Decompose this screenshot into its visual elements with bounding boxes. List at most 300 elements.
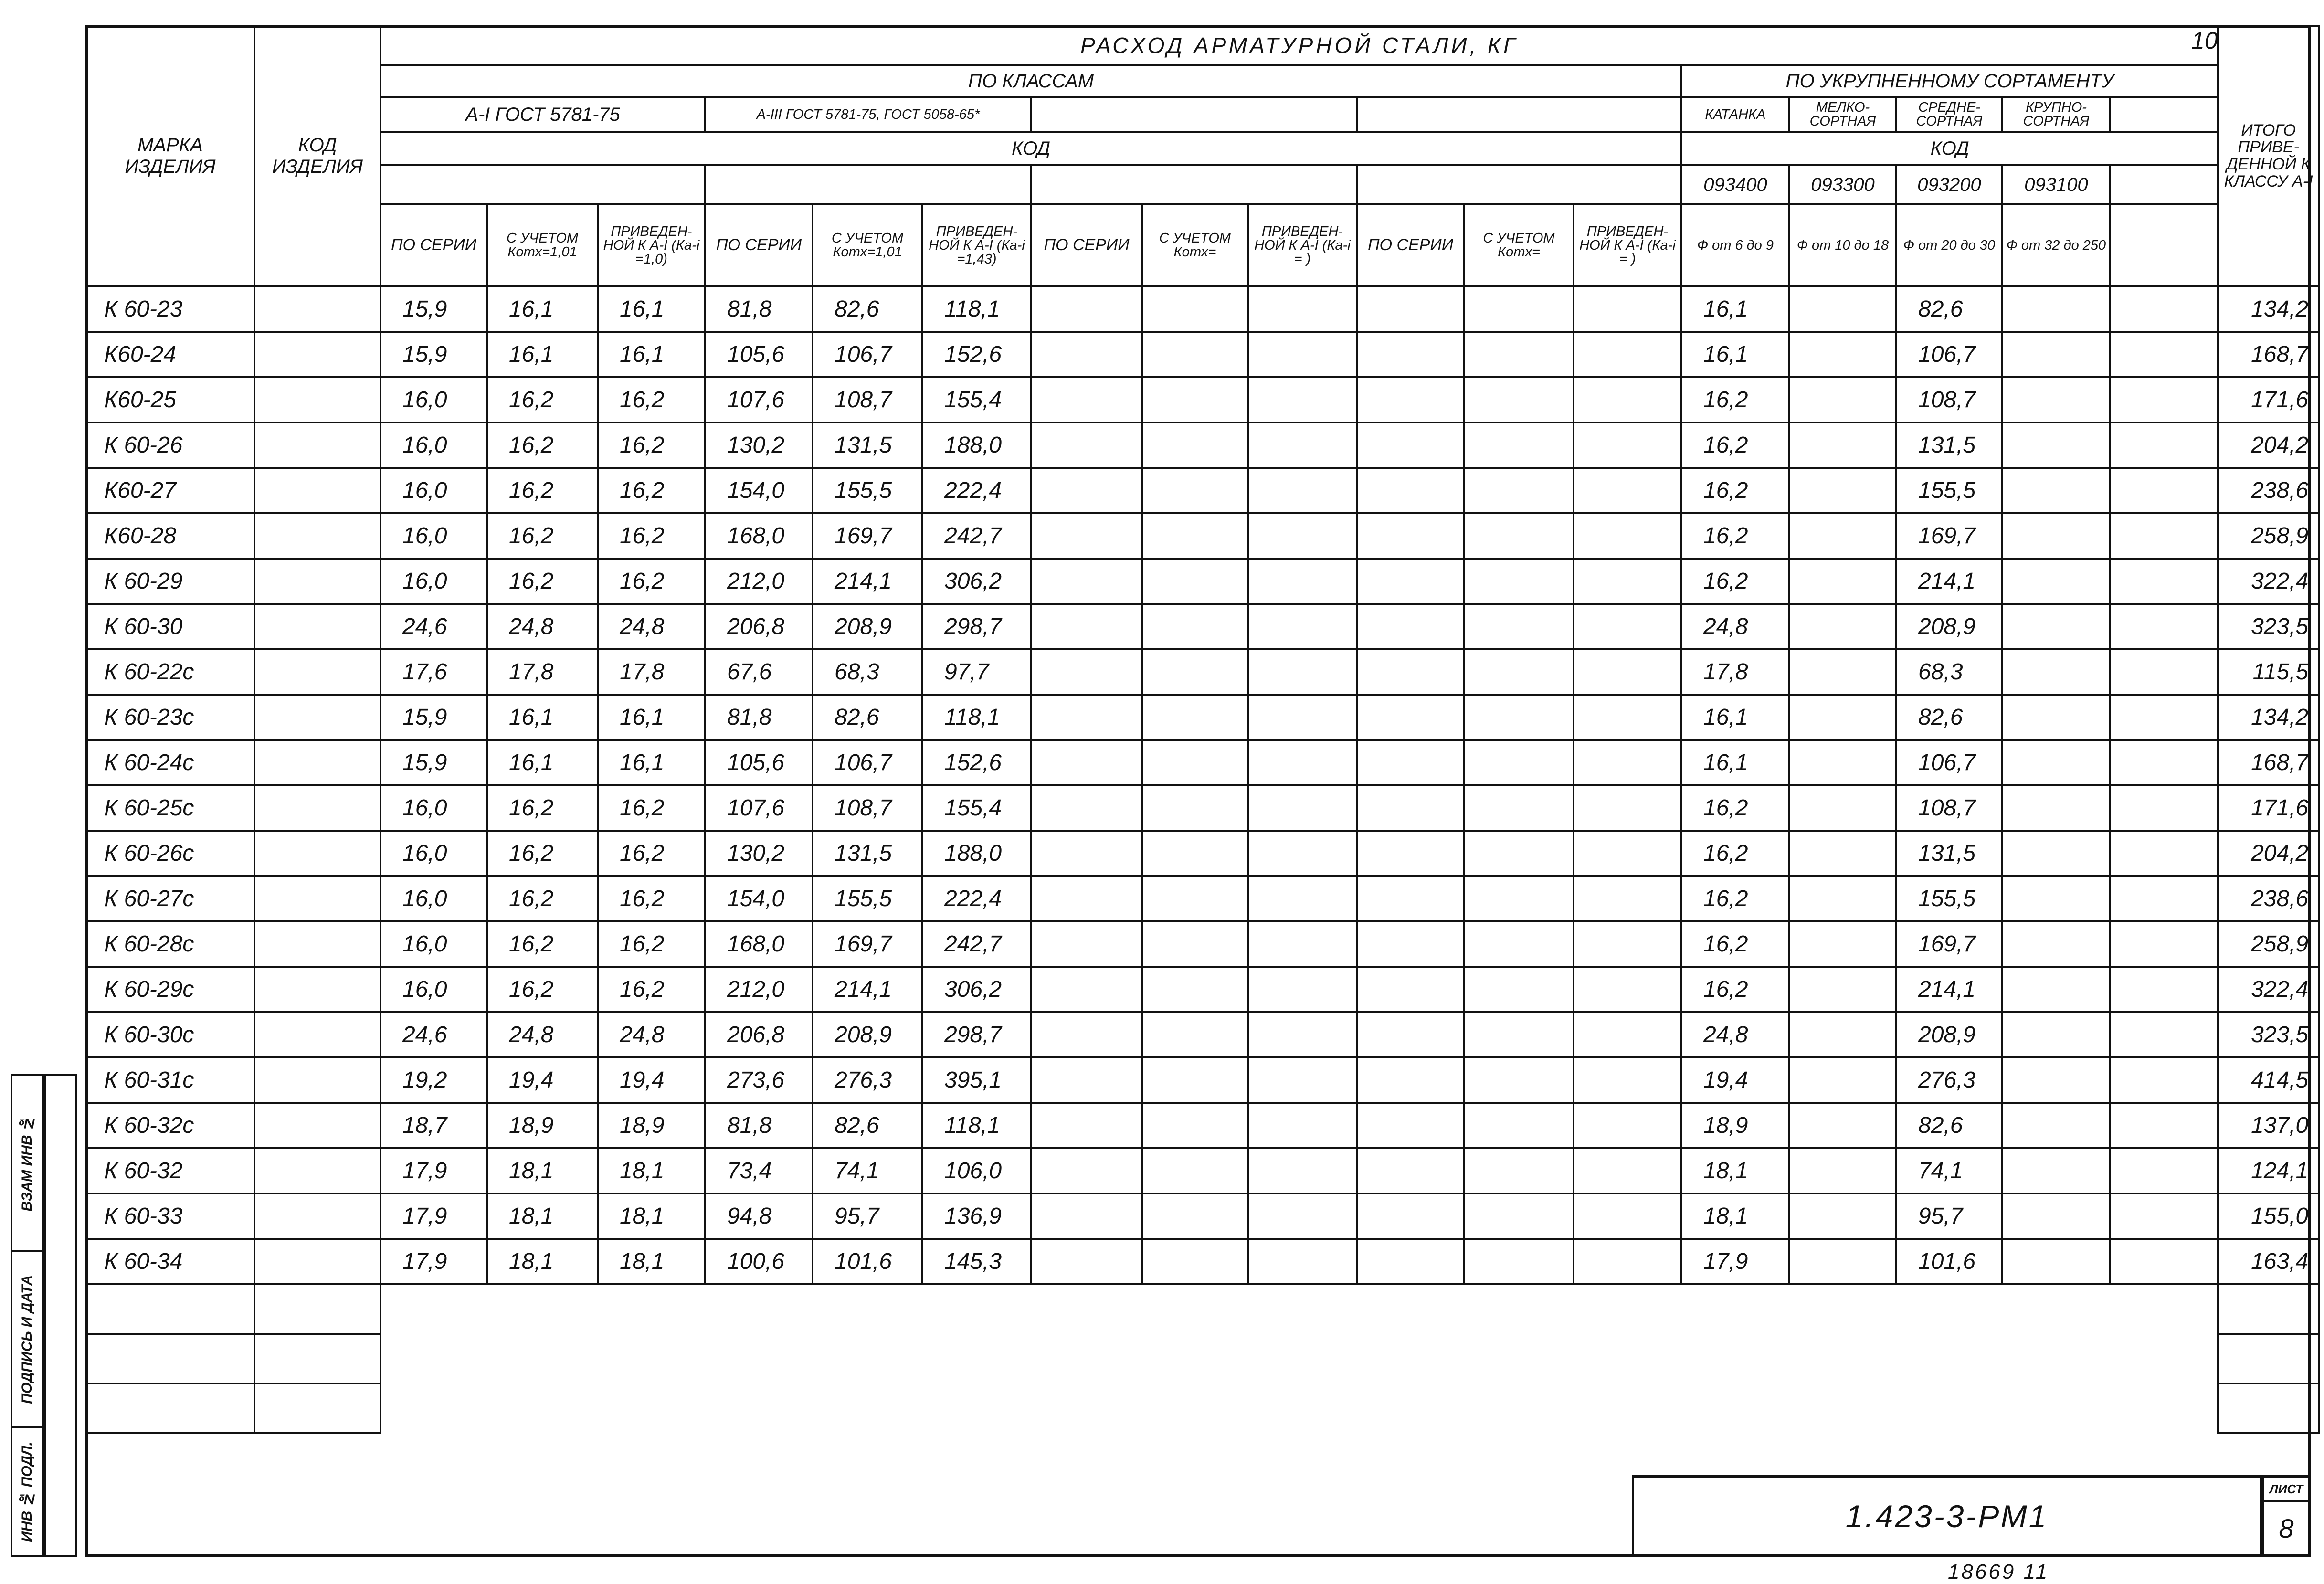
- blank-cell: [1574, 649, 1681, 695]
- a1-privedennoy: 17,8: [598, 649, 705, 695]
- empty-cell: [1681, 1334, 1789, 1383]
- blank-cell: [2110, 831, 2218, 876]
- krupno-value: [2002, 1103, 2110, 1148]
- code-cell: [254, 921, 380, 967]
- empty-cell: [1896, 1334, 2002, 1383]
- a1-privedennoy: 19,4: [598, 1057, 705, 1103]
- a1-s-uchetom: 16,1: [487, 332, 598, 377]
- katanka-value: 16,2: [1681, 876, 1789, 921]
- table-row: [86, 332, 2319, 377]
- blank-cell: [1574, 286, 1681, 332]
- table-row: [86, 1148, 2319, 1193]
- katanka-value: 17,9: [1681, 1239, 1789, 1284]
- empty-cell: [1789, 1383, 1896, 1433]
- blank-cell: [1142, 377, 1248, 422]
- blank-cell: [1031, 967, 1142, 1012]
- a3-privedennoy: 145,3: [922, 1239, 1031, 1284]
- table-row: [86, 422, 2319, 468]
- sredne-value: 208,9: [1896, 1012, 2002, 1057]
- empty-cell: [598, 1334, 705, 1383]
- a3-po-serii: 107,6: [705, 377, 813, 422]
- blank-cell: [1142, 785, 1248, 831]
- page-number: 10: [2191, 27, 2218, 54]
- blank-cell: [1357, 649, 1464, 695]
- a1-po-serii: 16,0: [380, 785, 487, 831]
- empty-cell: [813, 1284, 922, 1334]
- a3-po-serii: 154,0: [705, 876, 813, 921]
- a1-po-serii: 16,0: [380, 921, 487, 967]
- katanka-value: 16,2: [1681, 377, 1789, 422]
- empty-cell: [2110, 1383, 2218, 1433]
- a1-privedennoy: 16,2: [598, 377, 705, 422]
- table-row: [86, 468, 2319, 513]
- empty-cell: [1142, 1383, 1248, 1433]
- code-cell: [254, 740, 380, 785]
- empty-cell: [380, 1284, 487, 1334]
- a3-po-serii: 212,0: [705, 967, 813, 1012]
- a3-po-serii: 81,8: [705, 286, 813, 332]
- a1-privedennoy: 16,2: [598, 422, 705, 468]
- blank-cell: [1464, 921, 1574, 967]
- empty-cell: [1357, 1334, 1464, 1383]
- katanka-value: 16,2: [1681, 559, 1789, 604]
- a3-privedennoy: 118,1: [922, 695, 1031, 740]
- a1-s-uchetom: 16,2: [487, 377, 598, 422]
- table-row: [86, 377, 2319, 422]
- a1-po-serii: 24,6: [380, 1012, 487, 1057]
- code-cell: [254, 1148, 380, 1193]
- total-value: 171,6: [2218, 377, 2319, 422]
- a3-privedennoy: 222,4: [922, 468, 1031, 513]
- a3-po-serii: 130,2: [705, 831, 813, 876]
- a3-s-uchetom: 169,7: [813, 921, 922, 967]
- melko-value: [1789, 649, 1896, 695]
- melko-value: [1789, 1193, 1896, 1239]
- blank-cell: [1464, 695, 1574, 740]
- blank-cell: [1574, 831, 1681, 876]
- empty-cell: [598, 1284, 705, 1334]
- a1-s-uchetom: 19,4: [487, 1057, 598, 1103]
- a3-po-serii: 206,8: [705, 1012, 813, 1057]
- a1-s-uchetom: 16,2: [487, 921, 598, 967]
- blank-cell: [1574, 513, 1681, 559]
- blank-cell: [1574, 967, 1681, 1012]
- table-row: [86, 604, 2319, 649]
- a1-s-uchetom: 16,2: [487, 513, 598, 559]
- a3-privedennoy: 155,4: [922, 377, 1031, 422]
- blank-cell: [1142, 649, 1248, 695]
- table-row: [86, 1193, 2319, 1239]
- header-katanka: КАТАНКА: [1681, 97, 1789, 132]
- blank-cell: [1248, 377, 1357, 422]
- code-cell: [254, 286, 380, 332]
- blank-cell: [1464, 1012, 1574, 1057]
- empty-cell: [1142, 1284, 1248, 1334]
- sredne-value: 106,7: [1896, 740, 2002, 785]
- blank-cell: [2110, 468, 2218, 513]
- empty-cell: [2110, 1284, 2218, 1334]
- melko-value: [1789, 1148, 1896, 1193]
- blank-cell: [1357, 1012, 1464, 1057]
- code-cell: [254, 695, 380, 740]
- blank-cell: [1464, 785, 1574, 831]
- sredne-value: 214,1: [1896, 967, 2002, 1012]
- krupno-value: [2002, 604, 2110, 649]
- blank-cell: [1248, 785, 1357, 831]
- empty-cell: [1896, 1383, 2002, 1433]
- blank-cell: [1357, 468, 1464, 513]
- krupno-value: [2002, 921, 2110, 967]
- a1-privedennoy: 16,2: [598, 967, 705, 1012]
- code-cell: [254, 332, 380, 377]
- blank-cell: [1248, 422, 1357, 468]
- code-cell: [254, 377, 380, 422]
- blank-cell: [1031, 921, 1142, 967]
- a3-s-uchetom: 131,5: [813, 831, 922, 876]
- blank-cell: [1357, 1057, 1464, 1103]
- krupno-value: [2002, 559, 2110, 604]
- a3-s-uchetom: 276,3: [813, 1057, 922, 1103]
- melko-value: [1789, 740, 1896, 785]
- blank-cell: [1248, 604, 1357, 649]
- a3-po-serii: 73,4: [705, 1148, 813, 1193]
- a1-privedennoy: 16,2: [598, 921, 705, 967]
- empty-cell: [86, 1334, 254, 1383]
- a1-privedennoy: 16,2: [598, 559, 705, 604]
- empty-cell: [1464, 1334, 1574, 1383]
- blank-cell: [1464, 286, 1574, 332]
- blank-cell: [1357, 422, 1464, 468]
- a1-s-uchetom: 16,2: [487, 831, 598, 876]
- header-code-blank-1: [1031, 165, 1357, 204]
- krupno-value: [2002, 332, 2110, 377]
- mark: К60-27: [86, 468, 254, 513]
- blank-cell: [1464, 422, 1574, 468]
- code-blank: [2110, 165, 2218, 204]
- empty-cell: [1896, 1284, 2002, 1334]
- blank-cell: [1031, 831, 1142, 876]
- a1-po-serii: 16,0: [380, 559, 487, 604]
- blank-cell: [1574, 1012, 1681, 1057]
- empty-cell: [86, 1383, 254, 1433]
- a1-po-serii: 15,9: [380, 695, 487, 740]
- header-class-a1: А-І ГОСТ 5781-75: [380, 97, 705, 132]
- sredne-value: 169,7: [1896, 513, 2002, 559]
- stamp-vzam-inv: [11, 1074, 44, 1252]
- empty-cell: [1681, 1383, 1789, 1433]
- melko-value: [1789, 1012, 1896, 1057]
- blank-cell: [1464, 967, 1574, 1012]
- total-value: 163,4: [2218, 1239, 2319, 1284]
- a3-po-serii: 105,6: [705, 332, 813, 377]
- katanka-value: 16,1: [1681, 695, 1789, 740]
- blank-cell: [1142, 967, 1248, 1012]
- total-value: 323,5: [2218, 1012, 2319, 1057]
- melko-value: [1789, 468, 1896, 513]
- a1-po-serii: 16,0: [380, 513, 487, 559]
- table-row: [86, 559, 2319, 604]
- blank-cell: [1248, 559, 1357, 604]
- blank-cell: [2110, 967, 2218, 1012]
- blank-cell: [1574, 1148, 1681, 1193]
- krupno-value: [2002, 468, 2110, 513]
- table-row: [86, 921, 2319, 967]
- a1-privedennoy: 16,2: [598, 513, 705, 559]
- a3-privedennoy: 222,4: [922, 876, 1031, 921]
- header-total: ИТОГО ПРИВЕ-ДЕННОЙ К КЛАССУ А-І: [2218, 26, 2319, 286]
- empty-cell: [2002, 1383, 2110, 1433]
- empty-cell: [254, 1334, 380, 1383]
- sredne-value: 68,3: [1896, 649, 2002, 695]
- table-row: [86, 831, 2319, 876]
- total-value: 204,2: [2218, 422, 2319, 468]
- blank-cell: [1031, 513, 1142, 559]
- a3-s-uchetom: 208,9: [813, 604, 922, 649]
- blank-cell: [1574, 1193, 1681, 1239]
- a1-po-serii: 17,9: [380, 1239, 487, 1284]
- blank-cell: [1031, 468, 1142, 513]
- total-value: 134,2: [2218, 286, 2319, 332]
- a3-po-serii: 67,6: [705, 649, 813, 695]
- melko-value: [1789, 921, 1896, 967]
- a3-privedennoy: 242,7: [922, 921, 1031, 967]
- sub-s-uchetom-4: С УЧЕТОМ Котх=: [1464, 204, 1574, 286]
- empty-cell: [1248, 1284, 1357, 1334]
- a3-s-uchetom: 95,7: [813, 1193, 922, 1239]
- a1-po-serii: 18,7: [380, 1103, 487, 1148]
- sredne-value: 106,7: [1896, 332, 2002, 377]
- a3-privedennoy: 152,6: [922, 332, 1031, 377]
- blank-cell: [1031, 1012, 1142, 1057]
- a1-po-serii: 15,9: [380, 286, 487, 332]
- mark: К 60-30: [86, 604, 254, 649]
- katanka-value: 18,1: [1681, 1193, 1789, 1239]
- blank-cell: [1464, 513, 1574, 559]
- blank-cell: [1357, 1148, 1464, 1193]
- a1-s-uchetom: 24,8: [487, 604, 598, 649]
- a3-po-serii: 105,6: [705, 740, 813, 785]
- a3-privedennoy: 298,7: [922, 604, 1031, 649]
- sub-s-uchetom-a1: С УЧЕТОМ Котх=1,01: [487, 204, 598, 286]
- blank-cell: [1248, 332, 1357, 377]
- blank-cell: [1031, 649, 1142, 695]
- sredne-value: 108,7: [1896, 785, 2002, 831]
- melko-value: [1789, 513, 1896, 559]
- table-row: [86, 967, 2319, 1012]
- blank-cell: [1142, 1193, 1248, 1239]
- a3-s-uchetom: 155,5: [813, 876, 922, 921]
- blank-cell: [1248, 1193, 1357, 1239]
- mark: К 60-23: [86, 286, 254, 332]
- krupno-value: [2002, 1239, 2110, 1284]
- katanka-value: 16,2: [1681, 422, 1789, 468]
- a3-privedennoy: 306,2: [922, 559, 1031, 604]
- empty-cell: [2218, 1284, 2319, 1334]
- mark: К 60-33: [86, 1193, 254, 1239]
- blank-cell: [2110, 604, 2218, 649]
- empty-cell: [2218, 1383, 2319, 1433]
- header-class-a3: А-ІІІ ГОСТ 5781-75, ГОСТ 5058-65*: [705, 97, 1031, 132]
- sub-d-6-9: Ф от 6 до 9: [1681, 204, 1789, 286]
- blank-cell: [1574, 785, 1681, 831]
- a1-privedennoy: 16,2: [598, 876, 705, 921]
- title-block-designation: [1632, 1475, 2262, 1557]
- sredne-value: 131,5: [1896, 831, 2002, 876]
- sub-priv-3: ПРИВЕДЕН-НОЙ К А-І (Ка-і = ): [1248, 204, 1357, 286]
- a3-po-serii: 168,0: [705, 921, 813, 967]
- blank-cell: [1031, 286, 1142, 332]
- empty-cell: [1248, 1383, 1357, 1433]
- blank-cell: [1464, 1148, 1574, 1193]
- a1-po-serii: 17,6: [380, 649, 487, 695]
- blank-cell: [1031, 1193, 1142, 1239]
- sub-priv-4: ПРИВЕДЕН-НОЙ К А-І (Ка-і = ): [1574, 204, 1681, 286]
- blank-cell: [2110, 559, 2218, 604]
- blank-cell: [1248, 695, 1357, 740]
- header-code: КОД ИЗДЕЛИЯ: [254, 26, 380, 286]
- empty-cell: [1574, 1284, 1681, 1334]
- blank-cell: [1574, 1103, 1681, 1148]
- blank-cell: [1142, 513, 1248, 559]
- blank-cell: [1142, 604, 1248, 649]
- a1-s-uchetom: 18,1: [487, 1239, 598, 1284]
- header-code-blank-2: [1357, 165, 1681, 204]
- stamp-vzam-inv-label: ВЗАМ ИНВ №: [19, 1115, 35, 1212]
- a3-s-uchetom: 169,7: [813, 513, 922, 559]
- blank-cell: [1357, 695, 1464, 740]
- blank-cell: [2110, 1239, 2218, 1284]
- a3-privedennoy: 306,2: [922, 967, 1031, 1012]
- katanka-value: 16,1: [1681, 740, 1789, 785]
- empty-cell: [598, 1383, 705, 1433]
- blank-cell: [1357, 513, 1464, 559]
- blank-cell: [1142, 740, 1248, 785]
- header-assort-blank: [2110, 97, 2218, 132]
- blank-cell: [1357, 377, 1464, 422]
- blank-cell: [2110, 876, 2218, 921]
- empty-cell: [922, 1383, 1031, 1433]
- a3-s-uchetom: 108,7: [813, 785, 922, 831]
- total-value: 171,6: [2218, 785, 2319, 831]
- stamp-inv-podl: [11, 1426, 44, 1557]
- mark: К 60-29: [86, 559, 254, 604]
- katanka-value: 24,8: [1681, 604, 1789, 649]
- a1-s-uchetom: 17,8: [487, 649, 598, 695]
- blank-cell: [1142, 1057, 1248, 1103]
- a1-s-uchetom: 16,2: [487, 785, 598, 831]
- blank-cell: [1142, 1012, 1248, 1057]
- a3-po-serii: 100,6: [705, 1239, 813, 1284]
- a1-s-uchetom: 16,2: [487, 876, 598, 921]
- blank-cell: [1031, 695, 1142, 740]
- stamp-podpis-label: ПОДПИСЬ И ДАТА: [19, 1275, 35, 1404]
- sub-blank: [2110, 204, 2218, 286]
- empty-cell: [2002, 1284, 2110, 1334]
- blank-cell: [1464, 1103, 1574, 1148]
- code-sredne: 093200: [1896, 165, 2002, 204]
- empty-row: [86, 1334, 2319, 1383]
- blank-cell: [1142, 695, 1248, 740]
- code-melko: 093300: [1789, 165, 1896, 204]
- katanka-value: 16,2: [1681, 967, 1789, 1012]
- blank-cell: [1031, 1239, 1142, 1284]
- table-row: [86, 1012, 2319, 1057]
- a3-privedennoy: 188,0: [922, 831, 1031, 876]
- table-row: [86, 1057, 2319, 1103]
- katanka-value: 16,2: [1681, 513, 1789, 559]
- melko-value: [1789, 695, 1896, 740]
- krupno-value: [2002, 1148, 2110, 1193]
- sredne-value: 82,6: [1896, 286, 2002, 332]
- blank-cell: [1248, 967, 1357, 1012]
- a1-privedennoy: 16,1: [598, 286, 705, 332]
- mark: К 60-25с: [86, 785, 254, 831]
- sub-priv-a1: ПРИВЕДЕН-НОЙ К А-І (Ка-і =1,0): [598, 204, 705, 286]
- a3-s-uchetom: 82,6: [813, 286, 922, 332]
- blank-cell: [1031, 785, 1142, 831]
- krupno-value: [2002, 422, 2110, 468]
- blank-cell: [1031, 1103, 1142, 1148]
- a3-privedennoy: 97,7: [922, 649, 1031, 695]
- sub-po-serii-4: ПО СЕРИИ: [1357, 204, 1464, 286]
- empty-cell: [1031, 1334, 1142, 1383]
- krupno-value: [2002, 831, 2110, 876]
- sub-s-uchetom-a3: С УЧЕТОМ Котх=1,01: [813, 204, 922, 286]
- mark: К 60-22с: [86, 649, 254, 695]
- krupno-value: [2002, 649, 2110, 695]
- total-value: 137,0: [2218, 1103, 2319, 1148]
- a3-s-uchetom: 155,5: [813, 468, 922, 513]
- a3-privedennoy: 395,1: [922, 1057, 1031, 1103]
- krupno-value: [2002, 1057, 2110, 1103]
- sredne-value: 82,6: [1896, 695, 2002, 740]
- sredne-value: 74,1: [1896, 1148, 2002, 1193]
- empty-cell: [705, 1284, 813, 1334]
- blank-cell: [2110, 1148, 2218, 1193]
- empty-cell: [813, 1334, 922, 1383]
- blank-cell: [1031, 604, 1142, 649]
- blank-cell: [2110, 1012, 2218, 1057]
- a1-po-serii: 16,0: [380, 831, 487, 876]
- blank-cell: [1142, 1148, 1248, 1193]
- code-katanka: 093400: [1681, 165, 1789, 204]
- code-cell: [254, 876, 380, 921]
- blank-cell: [1464, 377, 1574, 422]
- sheet-label: ЛИСТ: [2264, 1478, 2308, 1502]
- stamp-podpis-data: [11, 1250, 44, 1428]
- a1-po-serii: 16,0: [380, 377, 487, 422]
- blank-cell: [2110, 286, 2218, 332]
- sheet-number: 8: [2279, 1513, 2294, 1543]
- blank-cell: [1464, 649, 1574, 695]
- a1-s-uchetom: 18,1: [487, 1148, 598, 1193]
- total-value: 124,1: [2218, 1148, 2319, 1193]
- a3-privedennoy: 136,9: [922, 1193, 1031, 1239]
- blank-cell: [1248, 649, 1357, 695]
- a1-s-uchetom: 16,1: [487, 695, 598, 740]
- code-cell: [254, 1103, 380, 1148]
- melko-value: [1789, 377, 1896, 422]
- mark: К 60-30с: [86, 1012, 254, 1057]
- blank-cell: [1142, 468, 1248, 513]
- katanka-value: 16,2: [1681, 468, 1789, 513]
- a1-po-serii: 19,2: [380, 1057, 487, 1103]
- a1-privedennoy: 16,1: [598, 332, 705, 377]
- a1-privedennoy: 18,1: [598, 1239, 705, 1284]
- katanka-value: 16,2: [1681, 831, 1789, 876]
- blank-cell: [1031, 1148, 1142, 1193]
- krupno-value: [2002, 967, 2110, 1012]
